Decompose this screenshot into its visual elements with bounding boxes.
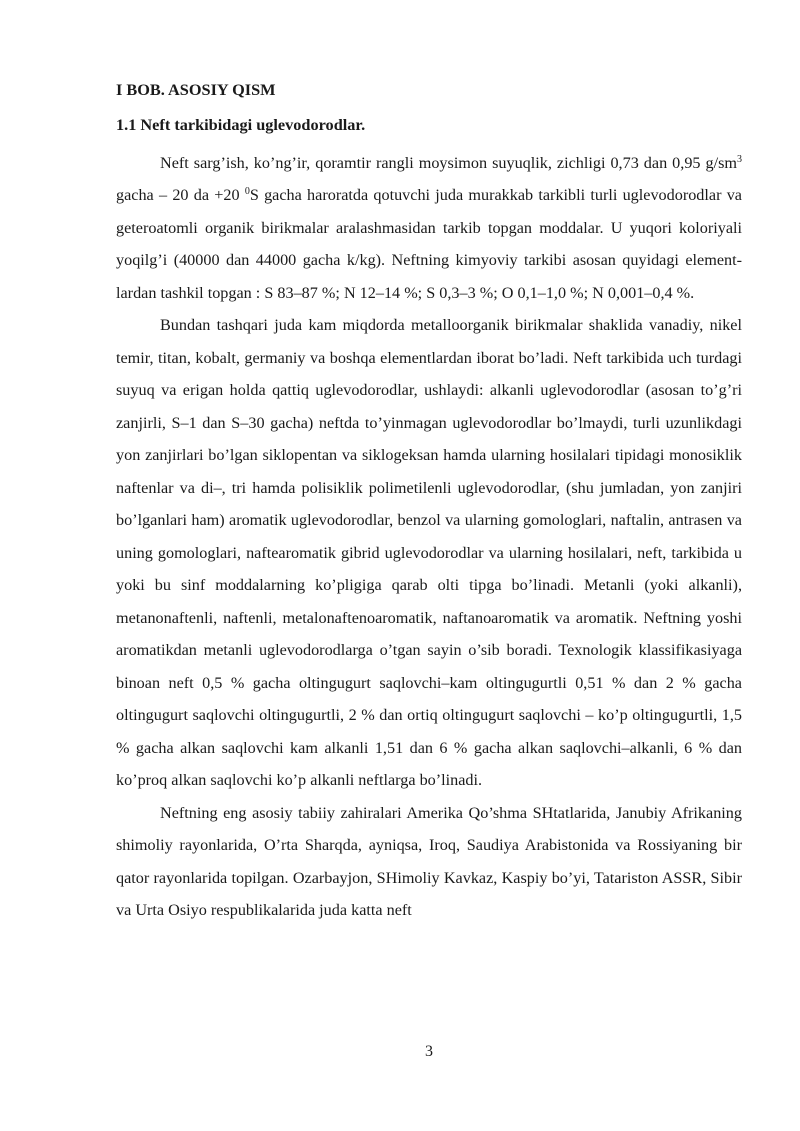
section-title: 1.1 Neft tarkibidagi uglevodorodlar. [116,114,366,134]
paragraph-2: Bundan tashqari juda kam miqdorda metalloorganik birikmalar shaklida vanadiy, nikel temir, titan, kobalt, germaniy va boshqa elementlardan iborat bo’ladi. Neft tarkibida uch turdagi suyuq va erigan holda qattiq uglevodorodlar, ushlaydi: alkanli uglevodorodlar (asosan to’g’ri zanjirli, S–1 dan S–30 gacha) neftda to’yinmagan uglevodorodlar bo’lmaydi, turli uzunlikdagi yon zanjirlari bo’lgan siklopentan va siklogeksan hamda ularning hosilalari tipidagi monosiklik naftenlar va di–, tri hamda polisiklik polimetilenli uglevodorodlar, (shu jumladan, yon zanjiri bo’lganlari ham) aromatik uglevodorodlar, benzol va ularning gomologlari, naftalin, antrasen va uning gomologlari, naftearomatik gibrid uglevodorodlar va ularning hosilalari, neft, tarkibida u yoki bu sinf moddalarning ko’pligiga qarab olti tipga bo’linadi. Metanli (yoki alkanli), metanonaftenli, naftenli, metalonaftenoaromatik, naftanoaromatik va aromatik. Neftning yoshi aromatikdan metanli uglevodorodlarga o’tgan sayin o’sib boradi. Texnologik klassifikasiyaga binoan neft 0,5 % gacha oltingugurt saqlovchi–kam oltingugurtli 0,51 % dan 2 % gacha oltingugurt saqlovchi oltingugurtli, 2 % dan ortiq oltingugurt saqlovchi – ko’p oltingugurtli, 1,5 % gacha alkan saqlovchi kam alkanli 1,51 dan 6 % gacha alkan saqlovchi–alkanli, 6 % dan ko’proq alkan saqlovchi ko’p alkanli neftlarga bo’linadi. [116,316,742,789]
superscript-degree: 0 [244,186,250,197]
paragraph-3: Neftning eng asosiy tabiiy zahiralari Amerika Qo’shma SHtatlarida, Janubiy Afrikaning shimoliy rayonlarida, O’rta Sharqda, ayniqsa, Iroq, Saudiya Arabistonida va Rossiyaning bir qator rayonlarida topilgan. Ozarbayjon, SHimoliy Kavkaz, Kaspiy bo’yi, Tatariston ASSR, Sibir va Urta Osiyo respublikalarida juda katta neft [116,803,742,919]
superscript-cubed: 3 [737,153,742,165]
chapter-title: I BOB. ASOSIY QISM [116,80,276,99]
paragraph-1-part-b: gacha – 20 da +20 [116,186,245,204]
page-content [116,79,742,927]
page-number: 3 [425,1043,433,1060]
paragraph-1-part-a: Neft sarg’ish, ko’ng’ir, qoramtir rangli moysimon suyuqlik, zichligi 0,73 dan 0,95 g/sm [160,153,737,172]
paragraph-1-part-c: S gacha haroratda qotuvchi juda murakkab tarkibli turli uglevodorodlar va geteroatomli organik birikmalar aralashmasidan tarkib topgan moddalar. U yuqori koloriyali yoqilg’i (40000 dan 44000 gacha k/kg). Neftning kimyoviy tarkibi asosan quyidagi element-lardan tashkil topgan : S 83–87 %; N 12–14 %; S 0,3–3 %; O 0,1–1,0 %; N 0,001–0,4 %. [116,186,742,302]
paragraph-1 [116,147,742,310]
